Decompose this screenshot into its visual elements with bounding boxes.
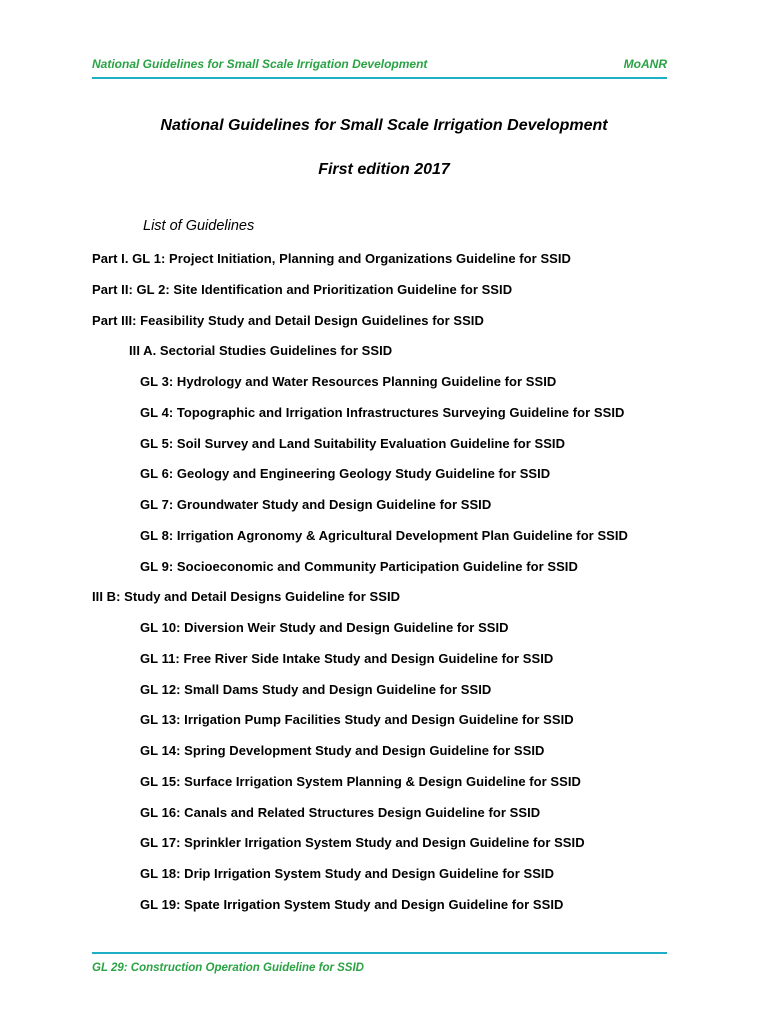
page-footer (92, 952, 667, 976)
guideline-entry: GL 9: Socioeconomic and Community Participation Guideline for SSID (140, 558, 578, 574)
guideline-entry: Part III: Feasibility Study and Detail Design Guidelines for SSID (92, 312, 484, 328)
guideline-entry: GL 4: Topographic and Irrigation Infrastructures Surveying Guideline for SSID (140, 404, 625, 420)
page-header (92, 57, 667, 79)
list-heading: List of Guidelines (143, 218, 255, 234)
header-org: MoANR (623, 57, 667, 71)
guideline-entry: GL 14: Spring Development Study and Design Guideline for SSID (140, 743, 545, 758)
guideline-entry: GL 10: Diversion Weir Study and Design Guideline for SSID (140, 620, 509, 635)
guideline-entry: GL 5: Soil Survey and Land Suitability Evaluation Guideline for SSID (140, 435, 566, 451)
guideline-entry: III B: Study and Detail Designs Guideline for SSID (92, 589, 401, 605)
guideline-entry: GL 3: Hydrology and Water Resources Planning Guideline for SSID (140, 374, 557, 389)
guideline-entry: GL 15: Surface Irrigation System Planning & Design Guideline for SSID (140, 773, 581, 789)
document-edition: First edition 2017 (318, 161, 450, 178)
guideline-entry: GL 17: Sprinkler Irrigation System Study and Design Guideline for SSID (140, 835, 585, 851)
guideline-entry: Part II: GL 2: Site Identification and Prioritization Guideline for SSID (92, 281, 513, 297)
guideline-entry: GL 13: Irrigation Pump Facilities Study and Design Guideline for SSID (140, 712, 574, 728)
guideline-entry: GL 7: Groundwater Study and Design Guideline for SSID (140, 497, 492, 512)
guideline-entry: GL 16: Canals and Related Structures Design Guideline for SSID (140, 804, 541, 820)
guideline-entry: GL 18: Drip Irrigation System Study and Design Guideline for SSID (140, 866, 555, 881)
header-title: National Guidelines for Small Scale Irrigation Development (92, 57, 428, 71)
guideline-entry: III A. Sectorial Studies Guidelines for SSID (129, 343, 393, 359)
document-title: National Guidelines for Small Scale Irrigation Development (160, 117, 608, 134)
guideline-entry: GL 12: Small Dams Study and Design Guideline for SSID (140, 681, 492, 697)
guideline-entry: GL 8: Irrigation Agronomy & Agricultural Development Plan Guideline for SSID (140, 527, 628, 543)
guideline-entry: GL 6: Geology and Engineering Geology Study Guideline for SSID (140, 466, 551, 482)
guideline-entry: GL 11: Free River Side Intake Study and Design Guideline for SSID (140, 650, 554, 666)
guideline-entry: Part I. GL 1: Project Initiation, Planning and Organizations Guideline for SSID (92, 251, 571, 266)
guideline-entry: GL 19: Spate Irrigation System Study and Design Guideline for SSID (140, 896, 564, 912)
footer-text: GL 29: Construction Operation Guideline for SSID (92, 962, 364, 974)
